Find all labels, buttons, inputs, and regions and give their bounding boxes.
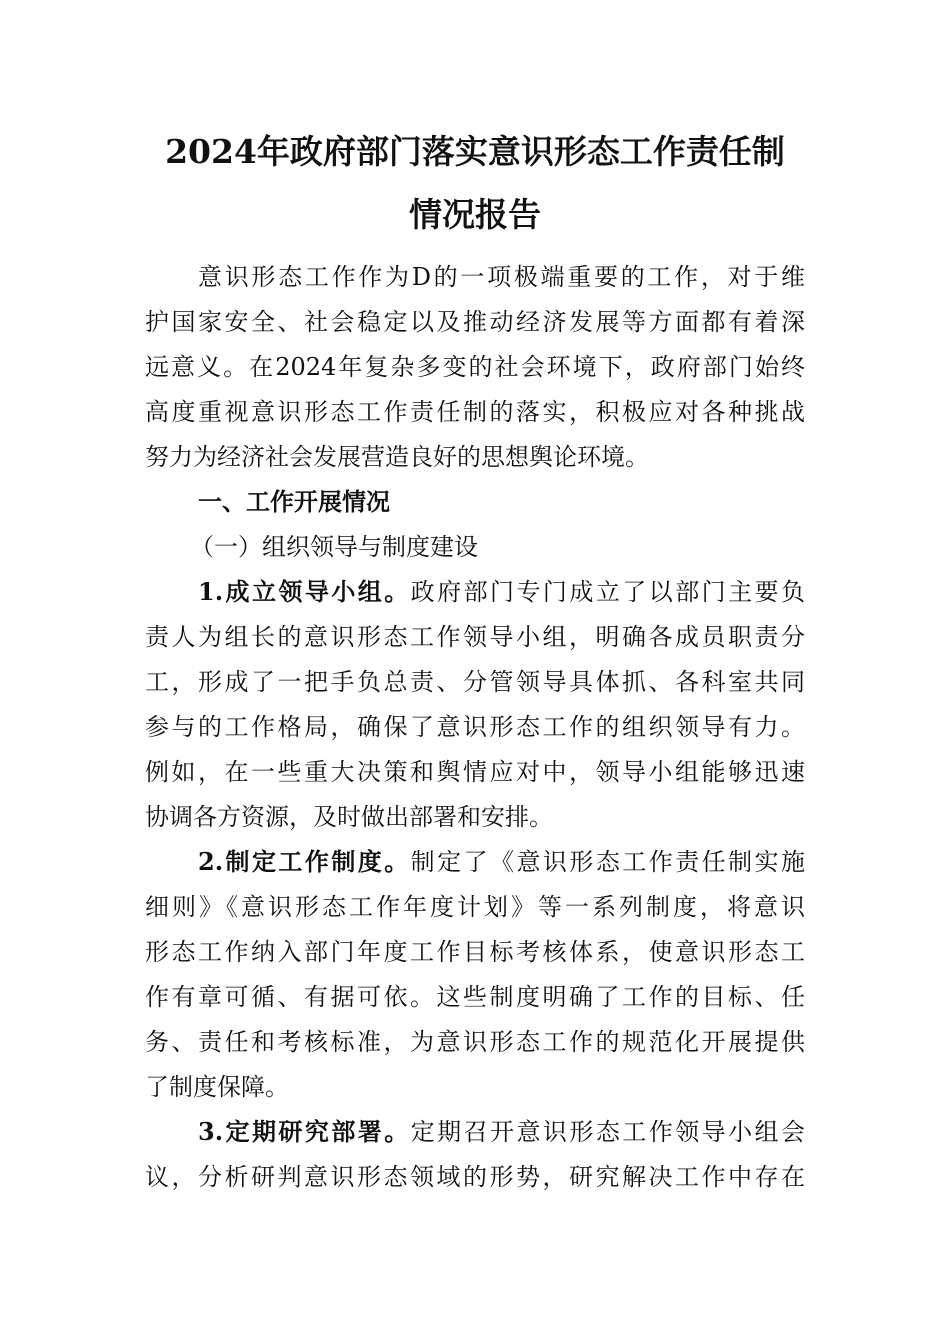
item-text: 工，形成了一把手负总责、分管领导具体抓、各科室共同 (145, 668, 805, 696)
item-text: 参与的工作格局，确保了意识形态工作的组织领导有力。 (145, 713, 805, 741)
item-text: 定期召开意识形态工作领导小组会 (410, 1118, 805, 1146)
item-text: 制定了《意识形态工作责任制实施 (410, 848, 805, 876)
paragraph-line (145, 1027, 805, 1057)
section-heading: 一、工作开展情况 (198, 488, 390, 516)
paragraph-line (198, 577, 805, 607)
item-text: 例如，在一些重大决策和舆情应对中，领导小组能够迅速 (145, 758, 805, 786)
subsection-heading: （一）组织领导与制度建设 (190, 533, 478, 561)
paragraph-line (145, 667, 805, 697)
item-text: 了制度保障。 (145, 1073, 289, 1101)
paragraph-line: 意识形态工作作为D的一项极端重要的工作，对于维 (198, 263, 805, 291)
paragraph-line (145, 757, 805, 787)
item-text: 政府部门专门成立了以部门主要负 (410, 578, 805, 606)
item-text: 细则》《意识形态工作年度计划》等一系列制度，将意识 (145, 893, 805, 921)
item-text: 形态工作纳入部门年度工作目标考核体系，使意识形态工 (145, 938, 805, 966)
paragraph-line (145, 802, 805, 832)
item-text: 议，分析研判意识形态领域的形势，研究解决工作中存在 (145, 1163, 805, 1191)
paragraph-line (145, 622, 805, 652)
item-text: 作有章可循、有据可依。这些制度明确了工作的目标、任 (145, 983, 805, 1011)
paragraph-line: 努力为经济社会发展营造良好的思想舆论环境。 (145, 443, 649, 471)
item-lead: 3.定期研究部署。 (198, 1117, 411, 1146)
item-lead: 2.制定工作制度。 (198, 847, 411, 876)
paragraph-line (198, 1117, 805, 1147)
paragraph-line: 高度重视意识形态工作责任制的落实，积极应对各种挑战 (145, 398, 805, 426)
paragraph-line: 护国家安全、社会稳定以及推动经济发展等方面都有着深 (145, 308, 805, 336)
paragraph-line (145, 937, 805, 967)
paragraph-line (198, 847, 805, 877)
item-text: 协调各方资源，及时做出部署和安排。 (145, 803, 553, 831)
paragraph-line (145, 712, 805, 742)
item-text: 务、责任和考核标准，为意识形态工作的规范化开展提供 (145, 1028, 805, 1056)
paragraph-line: 远意义。在2024年复杂多变的社会环境下，政府部门始终 (145, 353, 805, 381)
document-title: 2024年政府部门落实意识形态工作责任制 (165, 132, 785, 171)
item-text: 责人为组长的意识形态工作领导小组，明确各成员职责分 (145, 623, 805, 651)
document-title: 情况报告 (409, 195, 541, 234)
item-lead: 1.成立领导小组。 (198, 577, 411, 606)
paragraph-line (145, 892, 805, 922)
paragraph-line (145, 982, 805, 1012)
paragraph-line (145, 1072, 805, 1102)
paragraph-line (145, 1162, 805, 1192)
